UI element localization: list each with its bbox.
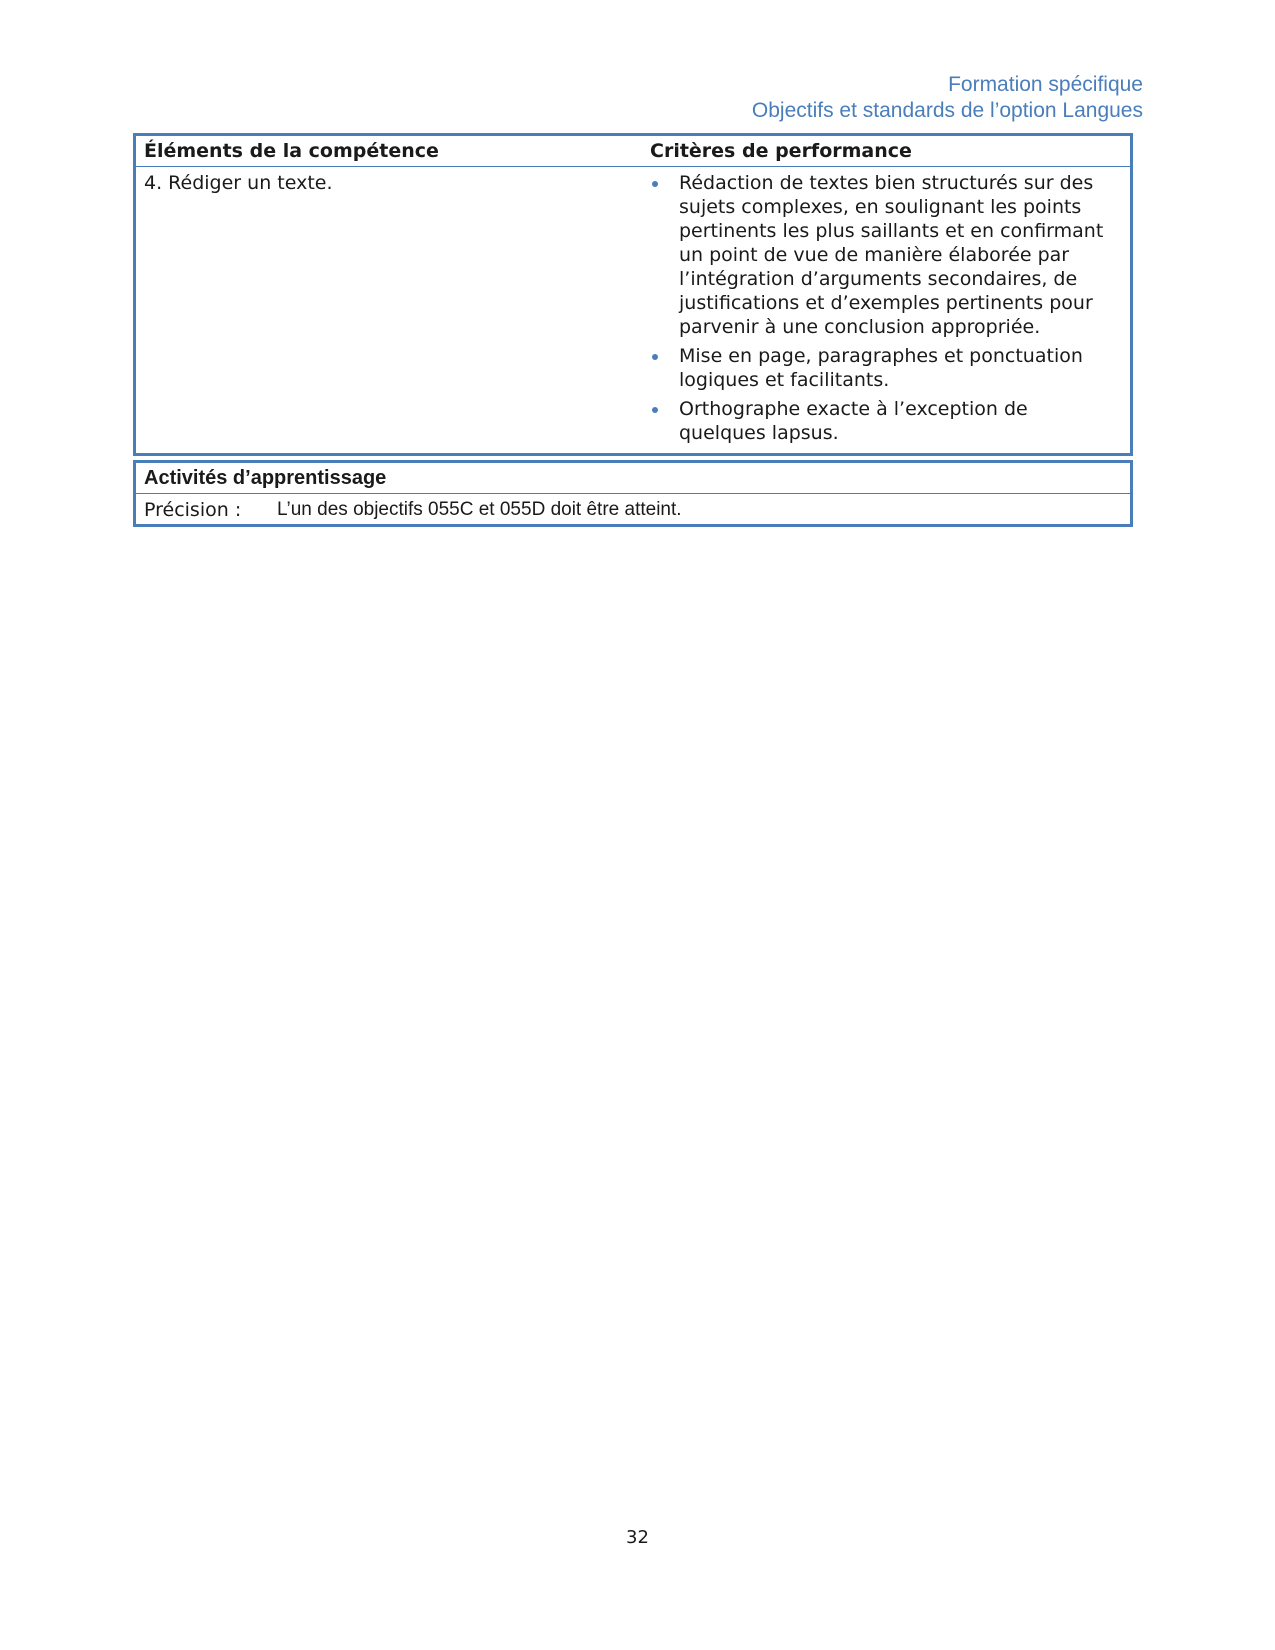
precision-text: L’un des objectifs 055C et 055D doit être atteint. [277,498,682,520]
table-row [136,167,1130,450]
activities-table [133,460,1133,527]
precision-label: Précision : [144,498,242,521]
criterion-text: Rédaction de textes bien structurés sur des sujets complexes, en soulignant les points pertinents les plus saillants et en confirmant un point de vue de manière élaborée par l’intégration d’arguments secondaires, de justifications et d’exemples pertinents pour parvenir à une conclusion appropriée. [679,172,1104,338]
page-number: 32 [626,1527,649,1548]
criterion-text: Mise en page, paragraphes et ponctuation logiques et facilitants. [679,345,1083,391]
list-item [650,344,1120,392]
competence-element: 4. Rédiger un texte. [144,172,333,194]
header-subtitle: Objectifs et standards de l’option Langues [751,99,1143,122]
bullet-icon [652,181,658,187]
activities-header-row [136,463,1130,494]
criterion-text: Orthographe exacte à l’exception de quelques lapsus. [679,398,1028,444]
column-header-criteria: Critères de performance [650,140,912,162]
bullet-icon [652,407,658,413]
list-item [650,171,1120,339]
column-header-elements: Éléments de la compétence [144,140,439,162]
criteria-list [642,171,1130,445]
competence-table [133,133,1133,456]
table-row [136,494,1130,525]
list-item [650,397,1120,445]
table-header-row [136,136,1130,167]
page-header [752,72,1143,124]
activities-header: Activités d’apprentissage [144,466,387,489]
bullet-icon [652,354,658,360]
header-section-title: Formation spécifique [948,73,1143,96]
criteria-cell [642,171,1130,450]
